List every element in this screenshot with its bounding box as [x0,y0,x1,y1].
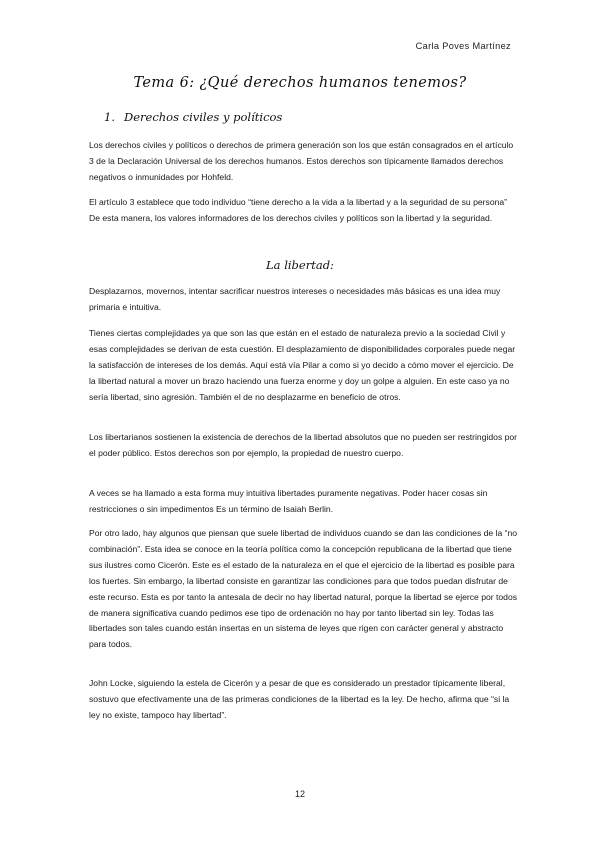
paragraph-intro-2: El artículo 3 establece que todo individuo “tiene derecho a la vida a la libertad y a la seguridad de su persona” De esta manera, los valores informadores de los derechos civiles y políticos son la libertad y la seguridad. [89,197,508,223]
paragraph-libertad-1: Desplazarnos, movernos, intentar sacrificar nuestros intereses o necesidades más básicas es una idea muy primaria e intuitiva. [89,286,501,312]
page-number: 12 [294,789,305,799]
header-author: Carla Poves Martínez [415,41,511,51]
subheading-libertad: La libertad: [266,258,334,272]
paragraph-intro-1: Los derechos civiles y políticos o derechos de primera generación son los que están consagrados en el artículo 3 de la Declaración Universal de los derechos humanos. Estos derechos son típicamente llamados derechos negativos o inmunidades por Hohfeld. [89,140,514,182]
section-heading [104,110,282,124]
section-label: Derechos civiles y políticos [123,110,283,124]
paragraph-libertad-4: A veces se ha llamado a esta forma muy intuitiva libertades puramente negativas. Poder hacer cosas sin restricciones o sin impedimentos Es un término de Isaiah Berlin. [89,488,488,514]
paragraph-libertad-6: John Locke, siguiendo la estela de Cicerón y a pesar de que es considerado un prestador típicamente liberal, sostuvo que efectivamente una de las primeras condiciones de la libertad es la ley. De hecho, afirma que “si la ley no existe, tampoco hay libertad”. [89,678,510,720]
paragraph-libertad-2: Tienes ciertas complejidades ya que son las que están en el estado de naturaleza previo a la sociedad Civil y esas complejidades se derivan de esta cuestión. El desplazamiento de disponibilidades corporales puede negar la satisfacción de intereses de los demás. Aquí está vía Pilar a como si yo decido a cómo mover el ejercicio. De la libertad natural a mover un brazo haciendo una fuerza enorme y doy un golpe a alguien. En este caso ya no sería libertad, sino agresión. También el de no desplazarme en beneficio de otros. [89,328,516,402]
paragraph-libertad-5: Por otro lado, hay algunos que piensan que suele libertad de individuos cuando se dan las condiciones de la “no combinación”. Esta idea se conoce en la teoría política como la concepción republicana de la libertad que tiene sus ilustres como Cicerón. Este es el estado de la naturaleza en el que el ejercicio de la libertad es posible para los fuertes. Sin embargo, la libertad consiste en garantizar las condiciones para que todos puedan disfrutar de este recurso. Esta es por tanto la antesala de decir no hay libertad natural, porque la libertad se ejerce por todos de manera significativa cuando pedimos ese tipo de ordenación no hay por tanto libertad sin ley. Todas las libertades son tales cuando están insertas en un sistema de leyes que rigen con carácter general y abstracto para todos. [89,528,518,650]
page-title: Tema 6: ¿Qué derechos humanos tenemos? [133,75,467,91]
section-number: 1. [104,110,115,124]
paragraph-libertad-3: Los libertarianos sostienen la existencia de derechos de la libertad absolutos que no pueden ser restringidos por el poder público. Estos derechos son por ejemplo, la propiedad de nuestro cuerpo. [89,432,518,458]
